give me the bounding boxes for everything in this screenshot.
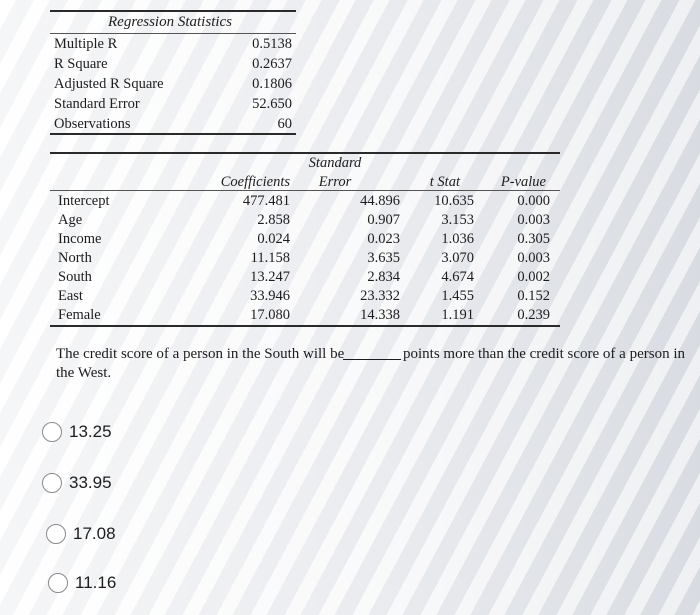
t-stat-value: 1.191 [441,307,474,323]
p-value: 0.002 [517,269,550,285]
stat-value: 0.2637 [252,56,292,72]
regression-stat-row [54,76,292,96]
standard-error-value: 3.635 [367,250,400,266]
variable-name: South [58,269,92,285]
coefficients-table-header-rule [50,190,560,191]
header-p-value: P-value [500,174,546,190]
regression-stats-bottom-rule [50,133,296,135]
radio-button[interactable] [42,473,62,493]
coefficient-value: 477.481 [242,193,290,209]
variable-name: Intercept [58,193,110,209]
question-part-1: The credit score of a person in the South will be [56,346,345,362]
regression-stats-top-rule [50,10,296,12]
answer-option[interactable] [46,522,116,546]
coefficient-value: 2.858 [257,212,290,228]
coefficients-table-bottom-rule [50,325,560,327]
stat-label: Multiple R [54,36,118,52]
option-label: 11.16 [75,573,117,592]
answer-option[interactable] [48,571,116,595]
stat-label: R Square [54,56,108,72]
table-row [0,288,700,307]
regression-stat-row [54,96,292,116]
p-value: 0.003 [517,212,550,228]
regression-stats-title: Regression Statistics [108,14,233,30]
radio-button[interactable] [42,422,62,442]
standard-error-value: 2.834 [367,269,400,285]
table-row [0,307,700,326]
radio-button[interactable] [48,573,68,593]
option-label: 17.08 [73,524,116,543]
table-row [0,269,700,288]
variable-name: North [58,250,92,266]
regression-stat-row [54,56,292,76]
coefficient-value: 11.158 [250,250,290,266]
header-standard-line1: Standard [308,155,362,171]
p-value: 0.305 [517,231,550,247]
t-stat-value: 3.153 [441,212,474,228]
standard-error-value: 0.907 [367,212,400,228]
t-stat-value: 4.674 [441,269,474,285]
question-part-3: the West. [56,365,112,381]
coefficients-table-top-rule [50,152,560,154]
table-row [0,212,700,231]
header-coefficients: Coefficients [220,174,290,190]
answer-blank [343,359,401,360]
coefficient-value: 0.024 [257,231,290,247]
standard-error-value: 14.338 [360,307,400,323]
header-t-stat: t Stat [429,174,460,190]
stat-label: Standard Error [54,96,140,112]
table-row [0,231,700,250]
question-part-2: points more than the credit score of a person in [403,346,685,362]
option-label: 13.25 [69,422,112,441]
regression-stat-row [54,36,292,56]
variable-name: Female [58,307,101,323]
variable-name: Income [58,231,102,247]
stat-label: Observations [54,116,131,132]
p-value: 0.000 [517,193,550,209]
p-value: 0.152 [517,288,550,304]
t-stat-value: 3.070 [441,250,474,266]
table-row [0,250,700,269]
standard-error-value: 0.023 [367,231,400,247]
answer-option[interactable] [42,420,112,444]
p-value: 0.239 [517,307,550,323]
t-stat-value: 10.635 [434,193,474,209]
stat-label: Adjusted R Square [54,76,164,92]
stat-value: 0.5138 [252,36,292,52]
stat-value: 60 [277,116,292,132]
p-value: 0.003 [517,250,550,266]
stat-value: 52.650 [252,96,292,112]
coefficient-value: 17.080 [250,307,290,323]
answer-option[interactable] [42,471,112,495]
regression-stats-header-rule [50,33,296,34]
table-row [0,193,700,212]
t-stat-value: 1.036 [441,231,474,247]
t-stat-value: 1.455 [441,288,474,304]
standard-error-value: 44.896 [360,193,400,209]
radio-button[interactable] [46,524,66,544]
coefficient-value: 33.946 [250,288,290,304]
coefficient-value: 13.247 [250,269,290,285]
option-label: 33.95 [69,473,112,492]
header-standard-line2: Error [318,174,352,190]
variable-name: East [58,288,83,304]
variable-name: Age [58,212,83,228]
stat-value: 0.1806 [252,76,292,92]
standard-error-value: 23.332 [360,288,400,304]
